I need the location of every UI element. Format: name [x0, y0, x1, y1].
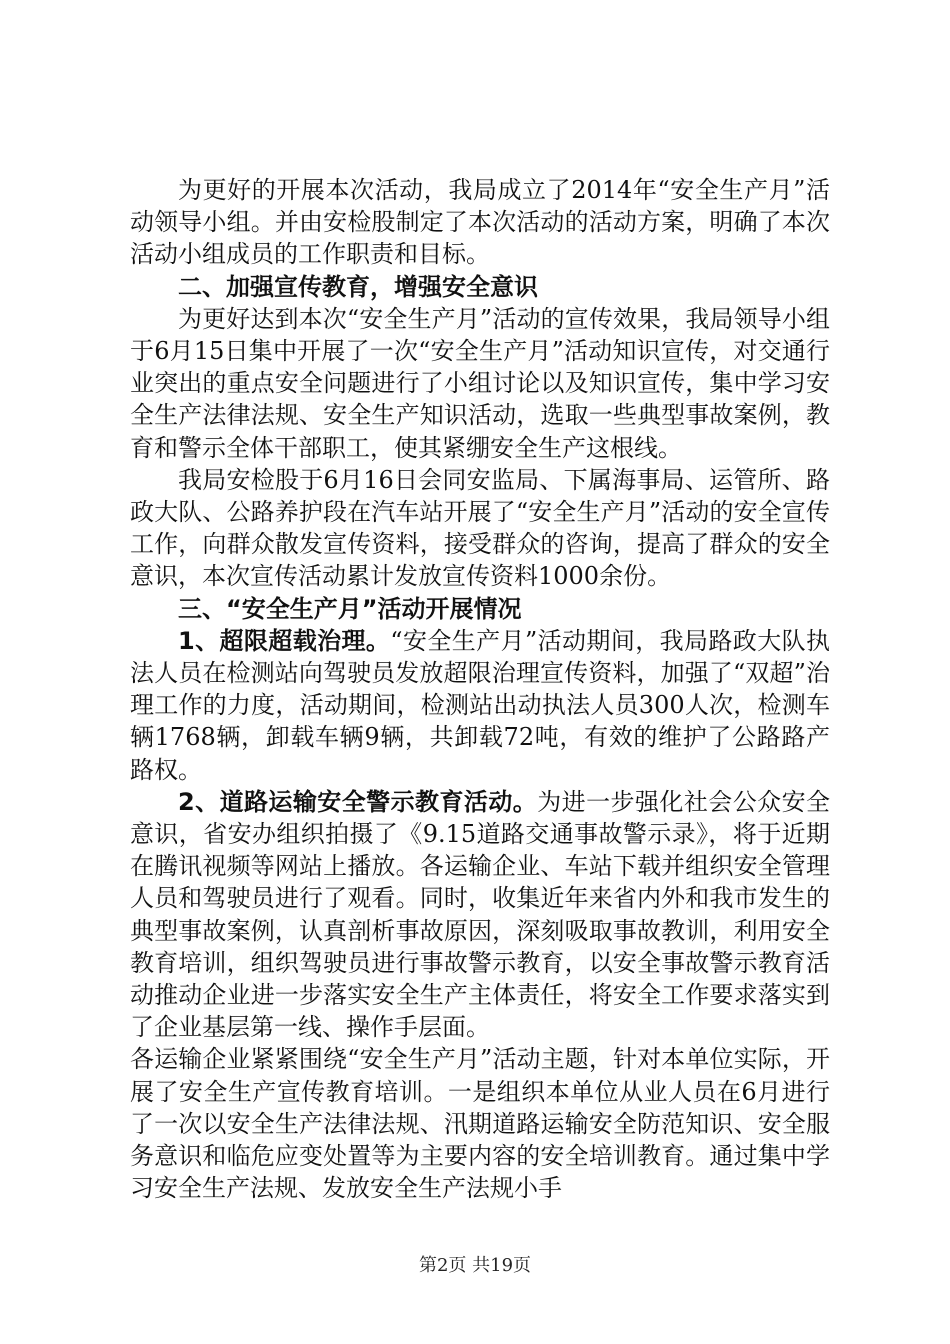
- section-heading-3: 三、“安全生产月”活动开展情况: [178, 594, 522, 623]
- section-heading-2: 二、加强宣传教育，增强安全意识: [178, 272, 538, 301]
- page-number-footer: 第2页 共19页: [418, 1255, 532, 1276]
- list-item-lead: 2、道路运输安全警示教育活动。: [178, 787, 538, 816]
- list-item-body: 为进一步强化社会公众安全意识，省安办组织拍摄了《9.15道路交通事故警示录》，将于近期在腾讯视频等网站上播放。各运输企业、车站下载并组织安全管理人员和驾驶员进行了观看。同时，收集近年来省内外和我市发生的典型事故案例，认真剖析事故原因，深刻吸取事故教训，利用安全教育培训，组织驾驶员进行事故警示教育，以安全事故警示教育活动推动企业进一步落实安全生产主体责任，将安全工作要求落实到了企业基层第一线、操作手层面。: [130, 787, 830, 1042]
- paragraph-enterprise-training: 各运输企业紧紧围绕“安全生产月”活动主题，针对本单位实际，开展了安全生产宣传教育培训。一是组织本单位从业人员在6月进行了一次以安全生产法律法规、汛期道路运输安全防范知识、安全服务意识和临危应变处置等为主要内容的安全培训教育。通过集中学习安全生产法规、发放安全生产法规小手: [130, 1045, 830, 1203]
- paragraph-leadership-group: 为更好的开展本次活动，我局成立了2014年“安全生产月”活动领导小组。并由安检股制定了本次活动的活动方案，明确了本次活动小组成员的工作职责和目标。: [130, 176, 830, 269]
- list-item-overload-control: [130, 625, 830, 786]
- list-item-warning-education: [130, 786, 830, 1044]
- paragraph-safety-promotion: 我局安检股于6月16日会同安监局、下属海事局、运管所、路政大队、公路养护段在汽车站开展了“安全生产月”活动的安全宣传工作，向群众散发宣传资料，接受群众的咨询，提高了群众的安全意识，本次宣传活动累计发放宣传资料1000余份。: [130, 465, 830, 591]
- document-body: [130, 174, 830, 1205]
- list-item-lead: 1、超限超载治理。: [178, 626, 391, 655]
- list-item-body: “安全生产月”活动期间，我局路政大队执法人员在检测站向驾驶员发放超限治理宣传资料，加强了“双超”治理工作的力度，活动期间，检测站出动执法人员300人次，检测车辆1768辆，卸载车辆9辆，共卸载72吨，有效的维护了公路路产路权。: [130, 626, 831, 784]
- paragraph-publicity-education: 为更好达到本次“安全生产月”活动的宣传效果，我局领导小组于6月15日集中开展了一次“安全生产月”活动知识宣传，对交通行业突出的重点安全问题进行了小组讨论以及知识宣传，集中学习安全生产法律法规、安全生产知识活动，选取一些典型事故案例，教育和警示全体干部职工，使其紧绷安全生产这根线。: [130, 304, 830, 462]
